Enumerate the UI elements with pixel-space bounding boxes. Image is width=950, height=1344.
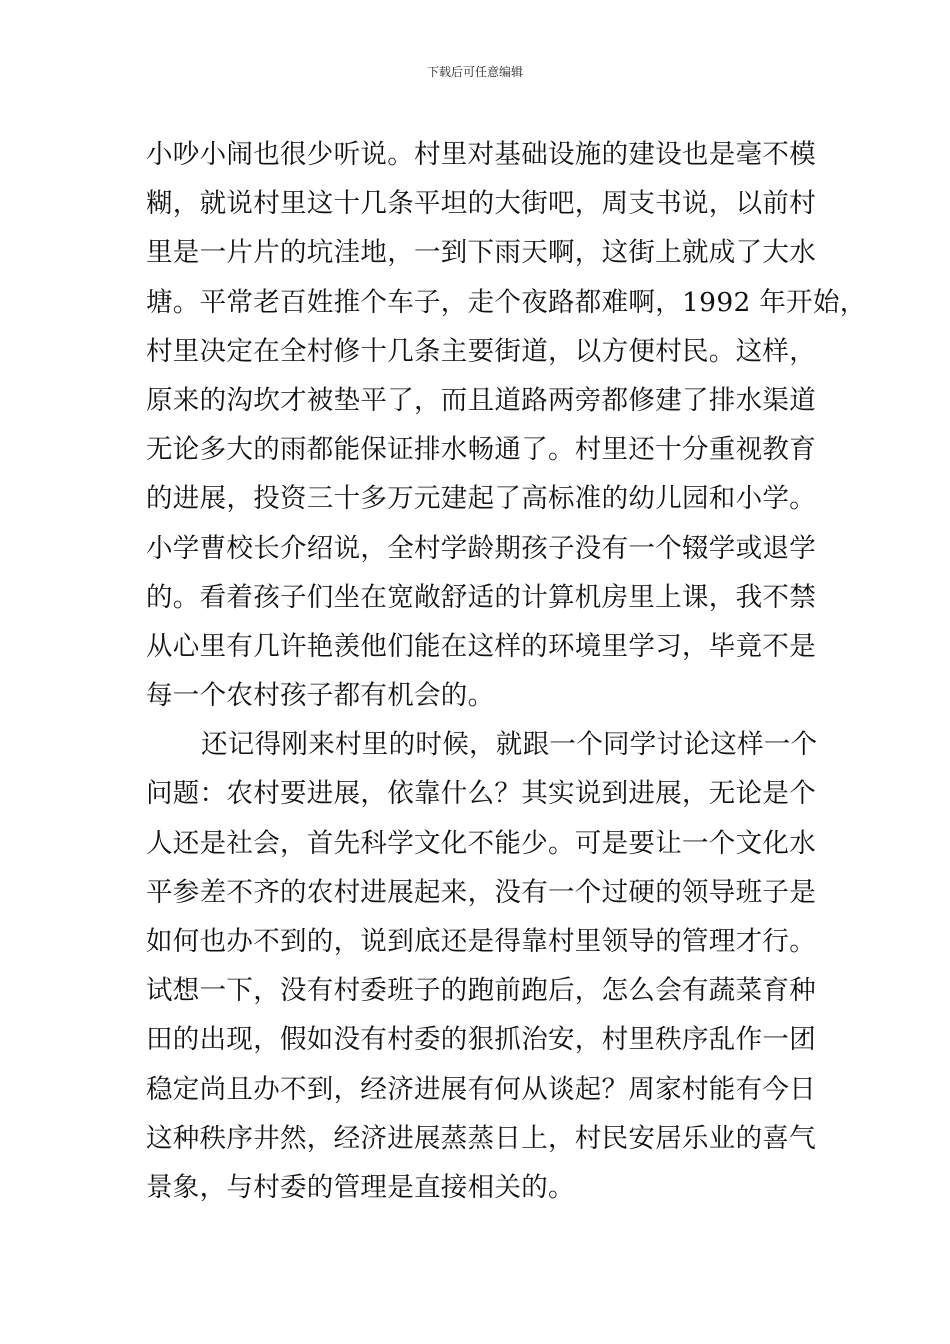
text-line: 原来的沟坎才被垫平了，而且道路两旁都修建了排水渠道 <box>146 384 816 416</box>
text-line: 无论多大的雨都能保证排水畅通了。村里还十分重视教育 <box>146 434 816 466</box>
text-line: 试想一下，没有村委班子的跑前跑后，怎么会有蔬菜育种 <box>146 975 816 1007</box>
text-line: 平参差不齐的农村进展起来，没有一个过硬的领导班子是 <box>146 876 816 908</box>
text-line: 还记得刚来村里的时候，就跟一个同学讨论这样一个 <box>201 729 818 761</box>
text-line: 田的出现，假如没有村委的狠抓治安，村里秩序乱作一团 <box>146 1024 816 1056</box>
text-line: 稳定尚且办不到，经济进展有何从谈起？周家村能有今日 <box>146 1073 816 1105</box>
text-line: 村里决定在全村修十几条主要街道，以方便村民。这样， <box>146 335 816 367</box>
text-line: 小学曹校长介绍说，全村学龄期孩子没有一个辍学或退学 <box>146 532 816 564</box>
text-line: 这种秩序井然，经济进展蒸蒸日上，村民安居乐业的喜气 <box>146 1122 816 1154</box>
text-line: 问题：农村要进展，依靠什么？其实说到进展，无论是个 <box>146 778 816 810</box>
text-line: 的。看着孩子们坐在宽敞舒适的计算机房里上课，我不禁 <box>146 581 816 613</box>
text-line: 里是一片片的坑洼地，一到下雨天啊，这街上就成了大水 <box>146 237 816 269</box>
text-line: 糊，就说村里这十几条平坦的大街吧，周支书说，以前村 <box>146 188 816 220</box>
text-line: 景象，与村委的管理是直接相关的。 <box>146 1171 575 1203</box>
document-body <box>146 130 867 1212</box>
page-header: 下载后可任意编辑 <box>426 65 523 79</box>
text-line: 塘。平常老百姓推个车子，走个夜路都难啊，1992 年开始， <box>146 286 867 318</box>
text-line: 从心里有几许艳羡他们能在这样的环境里学习，毕竟不是 <box>146 630 816 662</box>
text-line: 小吵小闹也很少听说。村里对基础设施的建设也是毫不模 <box>146 139 816 170</box>
text-line: 如何也办不到的，说到底还是得靠村里领导的管理才行。 <box>146 926 816 957</box>
text-line: 每一个农村孩子都有机会的。 <box>146 680 495 712</box>
paragraph-2 <box>146 720 826 1212</box>
text-line: 的进展，投资三十多万元建起了高标准的幼儿园和小学。 <box>146 483 816 515</box>
text-line: 人还是社会，首先科学文化不能少。可是要让一个文化水 <box>146 827 816 859</box>
paragraph-1 <box>146 130 867 720</box>
